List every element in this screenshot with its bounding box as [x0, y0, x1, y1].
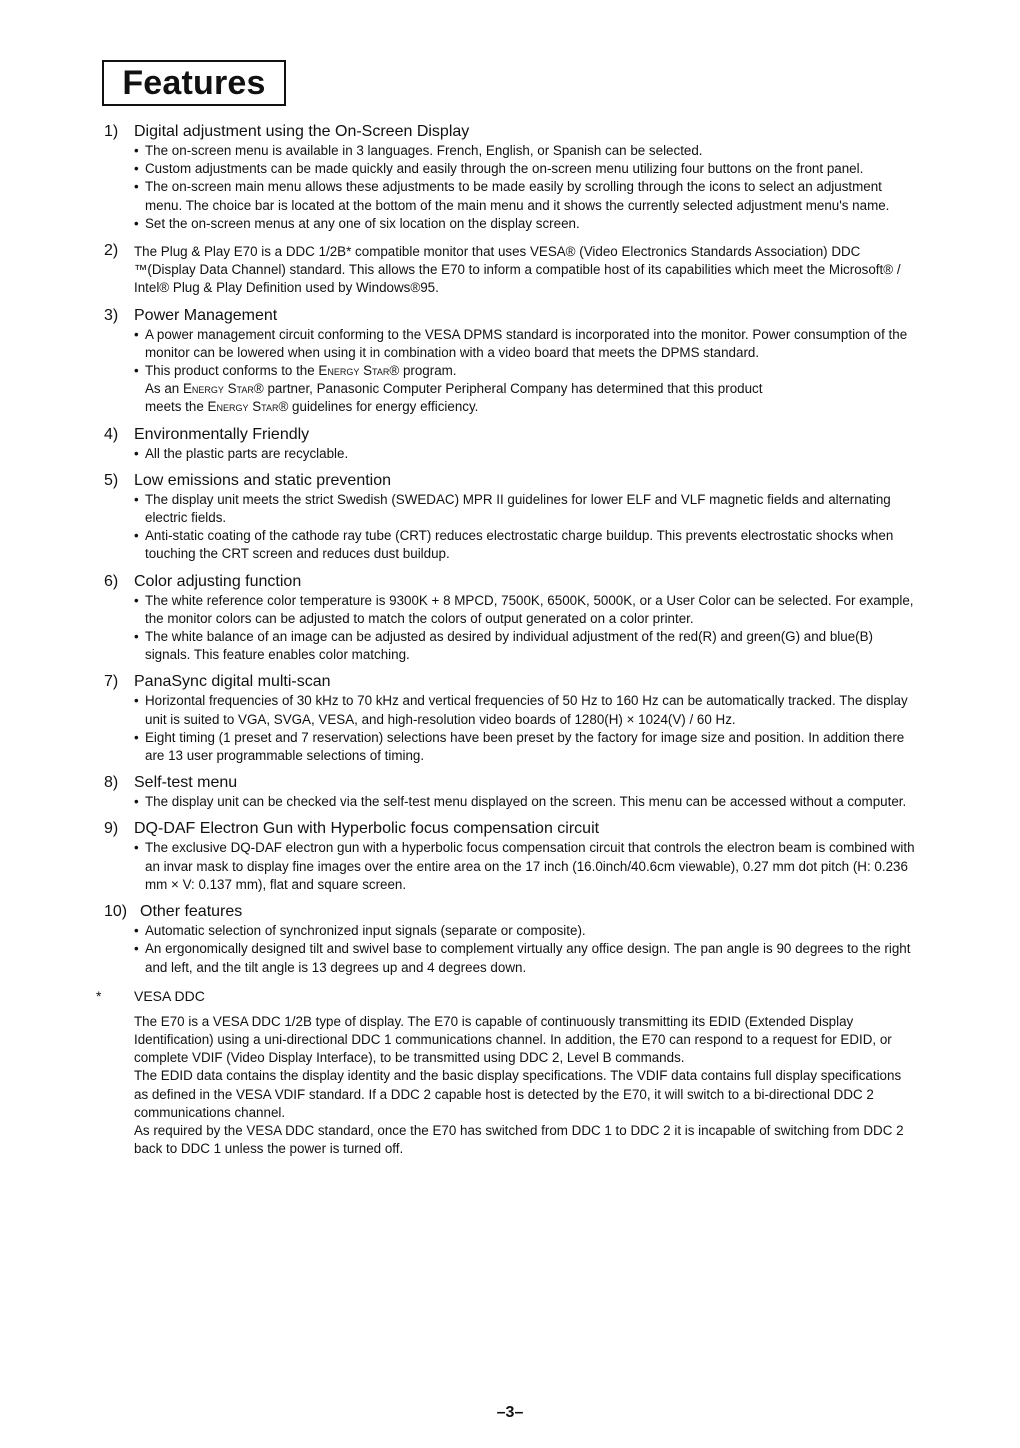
item-heading: DQ-DAF Electron Gun with Hyperbolic focus compensation circuit — [134, 820, 600, 838]
item-number: 1) — [104, 123, 119, 140]
bullet-list — [134, 592, 916, 665]
item-number: 8) — [104, 774, 119, 792]
energy-star-mark: Energy Star® — [182, 381, 264, 397]
bullet-list — [134, 922, 916, 977]
feature-item — [104, 819, 916, 894]
item-number: 6) — [104, 572, 119, 590]
bullet-list — [134, 445, 916, 463]
item-heading: Self-test menu — [134, 774, 238, 792]
bullet: • The exclusive DQ-DAF electron gun with a hyperbolic focus compensation circuit that controls the electron beam is combined with an invar mask to display fine images over the entire area on the 17 inch (16.0inch/40.6cm viewable), 0.27 mm dot pitch (H: 0.236 mm × V: 0.137 mm), flat and square screen. — [134, 839, 916, 894]
text-run: As an — [145, 381, 183, 397]
feature-item — [104, 241, 916, 298]
item-number: 3) — [104, 306, 119, 324]
feature-item — [104, 572, 916, 665]
bullet: • An ergonomically designed tilt and swivel base to complement virtually any office design. The pan angle is 90 degrees to the right and left, and the tilt angle is 13 degrees up and 4 degrees down. — [134, 940, 916, 976]
bullet: • The white reference color temperature is 9300K + 8 MPCD, 7500K, 6500K, 5000K, or a User Color can be selected. For example, the monitor colors can be adjusted to match the colors of output generated on a color printer. — [134, 592, 916, 628]
item-heading: Environmentally Friendly — [134, 425, 310, 443]
item-number: 9) — [104, 820, 119, 838]
page-number: –3– — [496, 1404, 524, 1421]
page-title: Features — [122, 63, 266, 102]
vesa-paragraph: The EDID data contains the display identity and the basic display specifications. The VDIF data contains full display specifications as defined in the VESA VDIF standard. If a DDC 2 capable host is detected by the E70, it will switch to a bi-directional DDC 2 communications channel. — [134, 1068, 902, 1120]
bullet: • Set the on-screen menus at any one of six location on the display screen. — [134, 215, 916, 233]
vesa-paragraph: As required by the VESA DDC standard, once the E70 has switched from DDC 1 to DDC 2 it is incapable of switching from DDC 2 back to DDC 1 unless the power is turned off. — [134, 1122, 904, 1157]
vesa-ddc-title: VESA DDC — [134, 987, 205, 1004]
bullet: • The on-screen menu is available in 3 languages. French, English, or Spanish can be selected. — [134, 142, 916, 160]
bullet: • The on-screen main menu allows these adjustments to be made easily by scrolling through the icons to select an adjustment menu. The choice bar is located at the bottom of the main menu and it shows the currently selected adjustment menu's name. — [134, 178, 916, 214]
feature-item — [104, 902, 916, 977]
feature-item — [104, 773, 916, 811]
bullet: • All the plastic parts are recyclable. — [134, 445, 916, 463]
item-number: 4) — [104, 425, 119, 443]
item-heading: Other features — [140, 903, 243, 921]
bullet-list — [134, 326, 916, 381]
bullet-list — [134, 793, 916, 811]
item-number: 10) — [104, 903, 128, 921]
text-run: guidelines for energy efficiency. — [288, 399, 479, 415]
item-number: 7) — [104, 673, 119, 691]
bullet: • A power management circuit conforming to the VESA DPMS standard is incorporated into the monitor. Power consumption of the monitor can be lowered when using it in combination with a video board that meets the DPMS standard. — [134, 326, 916, 362]
bullet-list — [134, 491, 916, 564]
bullet — [134, 362, 916, 380]
bullet-list — [134, 692, 916, 765]
bullet: • The white balance of an image can be adjusted as desired by individual adjustment of the red(R) and green(G) and blue(B) signals. This feature enables color matching. — [134, 628, 916, 664]
features-list — [96, 122, 916, 1158]
title-box — [102, 60, 286, 106]
vesa-paragraph: The E70 is a VESA DDC 1/2B type of display. The E70 is capable of continuously transmitting its EDID (Extended Display Identification) using a uni-directional DDC 1 communications channel. In addition, the E70 can respond to a request for EDID, or complete VDIF (Video Display Interface), to be transmitted using DDC 2, Level B commands. — [134, 1013, 892, 1066]
bullet: • The display unit meets the strict Swedish (SWEDAC) MPR II guidelines for lower ELF and VLF magnetic fields and alternating electric fields. — [134, 491, 916, 527]
feature-item — [104, 122, 916, 233]
item-heading: Color adjusting function — [134, 572, 302, 590]
bullet-list — [134, 142, 916, 233]
item-heading: Low emissions and static prevention — [134, 471, 392, 489]
bullet: • Anti-static coating of the cathode ray tube (CRT) reduces electrostatic charge buildup. This prevents electrostatic shocks when touching the CRT screen and reduces dust buildup. — [134, 527, 916, 563]
item-number: 2) — [104, 242, 119, 260]
feature-item — [104, 672, 916, 765]
bullet-list — [134, 839, 916, 894]
item-heading: Digital adjustment using the On-Screen Display — [134, 123, 470, 140]
bullet: • Horizontal frequencies of 30 kHz to 70 kHz and vertical frequencies of 50 Hz to 160 Hz can be automatically tracked. The display unit is suited to VGA, SVGA, VESA, and high-resolution video boards of 1280(H) × 1024(V) / 60 Hz. — [134, 692, 916, 728]
bullet: • The display unit can be checked via the self-test menu displayed on the screen. This menu can be accessed without a computer. — [134, 793, 916, 811]
item-number: 5) — [104, 471, 119, 489]
bullet: • Custom adjustments can be made quickly and easily through the on-screen menu utilizing four buttons on the front panel. — [134, 160, 916, 178]
feature-item — [104, 471, 916, 564]
vesa-ddc-note — [96, 987, 916, 1159]
footnote-marker: * — [96, 987, 102, 1004]
text-run: This product conforms to the — [145, 363, 319, 379]
text-run: program. — [399, 363, 457, 379]
energy-star-line — [134, 380, 916, 398]
item-heading: PanaSync digital multi-scan — [134, 673, 331, 691]
bullet: • Automatic selection of synchronized input signals (separate or composite). — [134, 922, 916, 940]
item-paragraph: The Plug & Play E70 is a DDC 1/2B* compatible monitor that uses VESA® (Video Electronics Standards Association) DDC ™(Display Data Channel) standard. This allows the E70 to inform a compatible host of its capabilities which meet the Microsoft® / Intel® Plug & Play Definition used by Windows®95. — [134, 244, 901, 296]
energy-star-mark: Energy Star® — [318, 363, 400, 379]
text-run: meets the — [145, 399, 208, 415]
feature-item — [104, 425, 916, 463]
item-heading: Power Management — [134, 306, 278, 324]
energy-star-mark: Energy Star® — [207, 399, 289, 415]
bullet: • Eight timing (1 preset and 7 reservation) selections have been preset by the factory for image size and position. In addition there are 13 user programmable selections of timing. — [134, 729, 916, 765]
text-run: partner, Panasonic Computer Peripheral Company has determined that this product — [263, 381, 763, 397]
feature-item — [104, 306, 916, 417]
energy-star-line — [134, 398, 916, 416]
